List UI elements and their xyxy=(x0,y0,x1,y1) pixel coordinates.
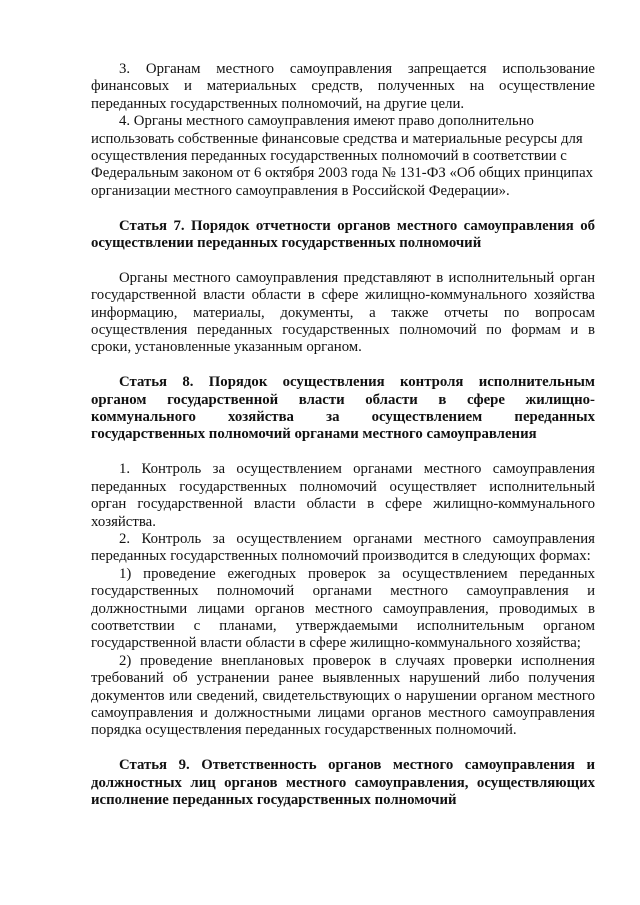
article-9-heading: Статья 9. Ответственность органов местного самоуправления и должностных лиц органов местного самоуправления, осуществляющих исполнение переданных государственных полномочий xyxy=(91,757,595,808)
spacer xyxy=(91,252,595,269)
clause-4: 4. Органы местного самоуправления имеют право дополнительно использовать собственные финансовые средства и материальные ресурсы для осуществления переданных государственных полномочий в соответствии с Федеральным законом от 6 октября 2003 года № 131-ФЗ «Об общих принципах организации местного самоуправления в Российской Федерации». xyxy=(91,113,594,199)
spacer xyxy=(91,740,595,757)
article-8-clause-2-item-2: 2) проведение внеплановых проверок в случаях проверки исполнения требований об устранении ранее выявленных нарушений либо получения документов или сведений, свидетельствующих о нарушении органом местного самоуправления и должностными лицами органов местного самоуправления порядка осуществления переданных государственных полномочий. xyxy=(91,652,595,739)
spacer xyxy=(91,357,595,374)
spacer xyxy=(91,200,595,217)
article-8-heading: Статья 8. Порядок осуществления контроля исполнительным органом государственной власти области в сфере жилищно-коммунального хозяйства за осуществлением переданных государственных полномочий органами местного самоуправления xyxy=(91,374,595,443)
clause-3: 3. Органам местного самоуправления запрещается использование финансовых и материальных средств, полученных на осуществление переданных государственных полномочий, на другие цели. xyxy=(91,61,595,112)
article-7-heading: Статья 7. Порядок отчетности органов местного самоуправления об осуществлении переданных государственных полномочий xyxy=(91,217,595,252)
article-8-clause-1: 1. Контроль за осуществлением органами местного самоуправления переданных государственных полномочий осуществляет исполнительный орган государственной власти области в сфере жилищно-коммунального хозяйства. xyxy=(91,461,595,530)
article-8-clause-2-item-1: 1) проведение ежегодных проверок за осуществлением переданных государственных полномочий органами местного самоуправления и должностными лицами органов местного самоуправления, проводимых в соответствии с планами, утверждаемыми исполнительным органом государственной власти области в сфере жилищно-коммунального хозяйства; xyxy=(91,565,595,652)
spacer xyxy=(91,444,595,461)
article-8-clause-2: 2. Контроль за осуществлением органами местного самоуправления переданных государственных полномочий производится в следующих формах: xyxy=(91,530,595,565)
article-7-text: Органы местного самоуправления представляют в исполнительный орган государственной власти области в сфере жилищно-коммунального хозяйства информацию, материалы, документы, а также отчеты по вопросам осуществления переданных государственных полномочий по формам и в сроки, установленные указанным органом. xyxy=(91,269,595,356)
